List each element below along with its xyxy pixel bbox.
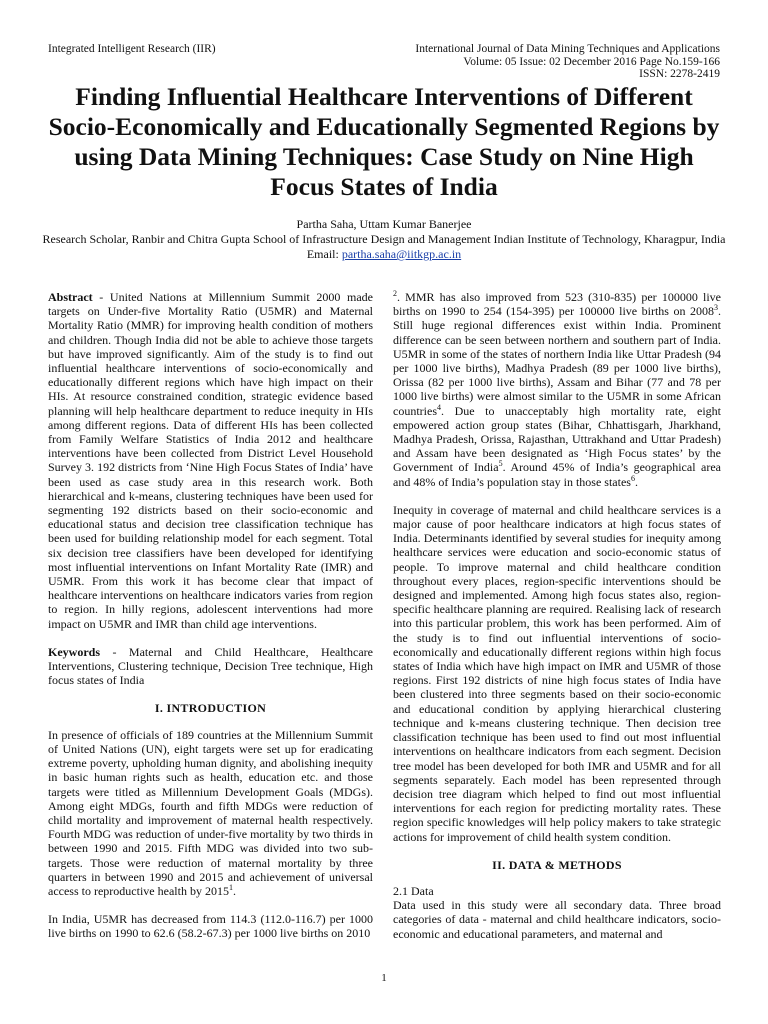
paper-title: Finding Influential Healthcare Interventions of Different Socio-Economically and Educationally Segmented Regions by using Data Mining Techniques: Case Study on Nine High Focus States of India [48, 82, 720, 201]
intro-paragraph-2-continued [393, 290, 721, 489]
keywords [48, 645, 373, 688]
keywords-label: Keywords [48, 644, 100, 659]
email-label: Email: [306, 247, 342, 261]
methods-heading: II. DATA & METHODS [492, 857, 622, 872]
intro-p2e: . Around 45% of India’s geographical area and 48% of India’s population stay in those states [393, 460, 721, 489]
author-email-line [40, 247, 728, 262]
citation-5: 5 [498, 459, 503, 469]
journal-volume: Volume: 05 Issue: 02 December 2016 Page No.159-166 [463, 55, 720, 68]
citation-3: 3 [714, 303, 718, 313]
intro-heading: I. INTRODUCTION [154, 701, 267, 716]
author-names: Partha Saha, Uttam Kumar Banerjee [296, 217, 472, 231]
intro-p1-end: . [232, 883, 236, 898]
citation-4: 4 [437, 402, 441, 412]
intro-p2b: . MMR has also improved from 523 (310-835) per 100000 live births on 1990 to 254 (154-395) per 100000 live births on 2008 [393, 290, 721, 319]
intro-paragraph-3: Inequity in coverage of maternal and child healthcare services is a major cause of poor healthcare indicators at high focus states of India. Determinants identified by several studies for inequity among healthcare services were education and socio-economic status of people. To improve maternal and child healthcare condition throughout every places, region-specific interventions should be designed and implemented. Among high focus states also, region-specific healthcare planning are required. Realising lack of research into this particular problem, this work has been performed. Aim of the study is to find out influential interventions of socio-economically and educationally different regions within high focus states of India which have high impact on IMR and U5MR of those regions. First 192 districts of nine high focus states of India have been clustered into three segments based on their socio-economic and educational condition by applying hierarchical clustering technique and k-means clustering technique. Then decision tree classification technique has been used to find out most influential interventions on healthcare indicators from each segment. Decision tree model has been developed for both IMR and U5MR and for all segments separately. Each model has been represented through decision tree diagram which helped to find out most influential interventions for each region for predicting mortality rates. These region specific knowledges will help policy makers to take strategic actions for improvement of child health system condition. [393, 502, 721, 844]
intro-p2-text: In India, U5MR has decreased from 114.3 (112.0-116.7) per 1000 live births on 1990 to 62.6 (58.2-67.3) per 1000 live births on 2010 [48, 912, 373, 941]
left-column [48, 290, 373, 941]
author-affiliation: Research Scholar, Ranbir and Chitra Gupta School of Infrastructure Design and Management Indian Institute of Technology, Kharagpur, India [42, 232, 726, 246]
abstract [48, 290, 373, 631]
author-block [40, 217, 728, 262]
intro-p2d: . Due to unacceptably high mortality rate, eight empowered action group states (Bihar, Chhattisgarh, Jharkhand, Madhya Pradesh, Orissa, Rajasthan, Uttrakhand and Uttar Pradesh) and Assam have been designated as ‘High Focus states’ by the Government of India [393, 403, 721, 475]
intro-paragraph-2-start [48, 912, 373, 940]
right-column [393, 290, 721, 941]
journal-issn: ISSN: 2278-2419 [639, 68, 720, 80]
intro-p2e-end: . [634, 474, 638, 489]
intro-paragraph-1 [48, 728, 373, 898]
journal-name: International Journal of Data Mining Techniques and Applications [415, 43, 720, 55]
header-publisher: Integrated Intelligent Research (IIR) [48, 43, 216, 55]
header-journal-info [415, 43, 720, 81]
methods-subheading: 2.1 Data [393, 883, 434, 898]
intro-p2c: . Still huge regional differences exist within India. Prominent difference can be seen between northern and southern part of India. U5MR in some of the states of northern India like Uttar Pradesh (94 per 1000 live births), Madhya Pradesh (89 per 1000 live births), Orissa (82 per 1000 live births), Assam and Bihar (77 and 78 per 1000 live births) were almost similar to the U5MR in some African countries [393, 304, 721, 418]
page-number: 1 [381, 972, 387, 984]
abstract-label: Abstract [48, 290, 93, 304]
keywords-text: - Maternal and Child Healthcare, Healthcare Interventions, Clustering technique, Decision Tree technique, High focus states of India [48, 644, 373, 688]
citation-6: 6 [630, 473, 635, 483]
intro-p1-text: In presence of officials of 189 countries at the Millennium Summit of United Nations (UN), eight targets were set up for eradicating extreme poverty, upholding human dignity, and abolishing inequity in basic human rights such as health, education etc. and those targets were titled as Millennium Development Goals (MDGs). Among eight MDGs, fourth and fifth MDGs were reduction of child mortality and improvement of maternal health respectively. Fourth MDG was reduction of under-five mortality by two thirds in between 1990 and 2015. Fifth MDG was divided into two sub-targets. Those were reduction of maternal mortality by three quarters in between 1990 and 2015 and achievement of universal access to reproductive health by 2015 [48, 727, 373, 898]
citation-2: 2 [393, 289, 397, 298]
methods-paragraph-1: Data used in this study were all secondary data. Three broad categories of data - maternal and child healthcare indicators, socio-economic and educational parameters, and maternal and [393, 898, 721, 941]
abstract-text: - United Nations at Millennium Summit 2000 made targets on Under-five Mortality Ratio (U5MR) and Maternal Mortality Ratio (MMR) for improving health condition of mothers and children. Though India did not be able to achieve those targets but have improved significantly. Aim of the study is to find out influential healthcare interventions of socio-economically and educationally different regions which have high impact on their HIs. At resource constrained condition, strategic evidence based planning will help healthcare department to reduce inequity in HIs among different regions. Data of different HIs has been collected from Family Welfare Statistics of India 2012 and healthcare interventions have been collected from District Level Household Survey 3. 192 districts from ‘Nine High Focus States of India’ have been used as case study area in this research work. Both hierarchical and k-means, clustering techniques have been used for segmenting 192 districts based on their socio-economic and educational status and decision tree classification technique has been used for building relationship model for each segment. Total six decision tree classifiers have been developed for identifying most influential interventions on Infant Mortality Rate (IMR) and U5MR. From this work it has become clear that impact of healthcare interventions on healthcare indicators varies from region to region. In hilly regions, adolescent interventions had more impact on U5MR and IMR than child age interventions. [48, 290, 373, 631]
email-link[interactable]: partha.saha@iitkgp.ac.in [341, 247, 462, 261]
citation-1: 1 [228, 882, 233, 892]
